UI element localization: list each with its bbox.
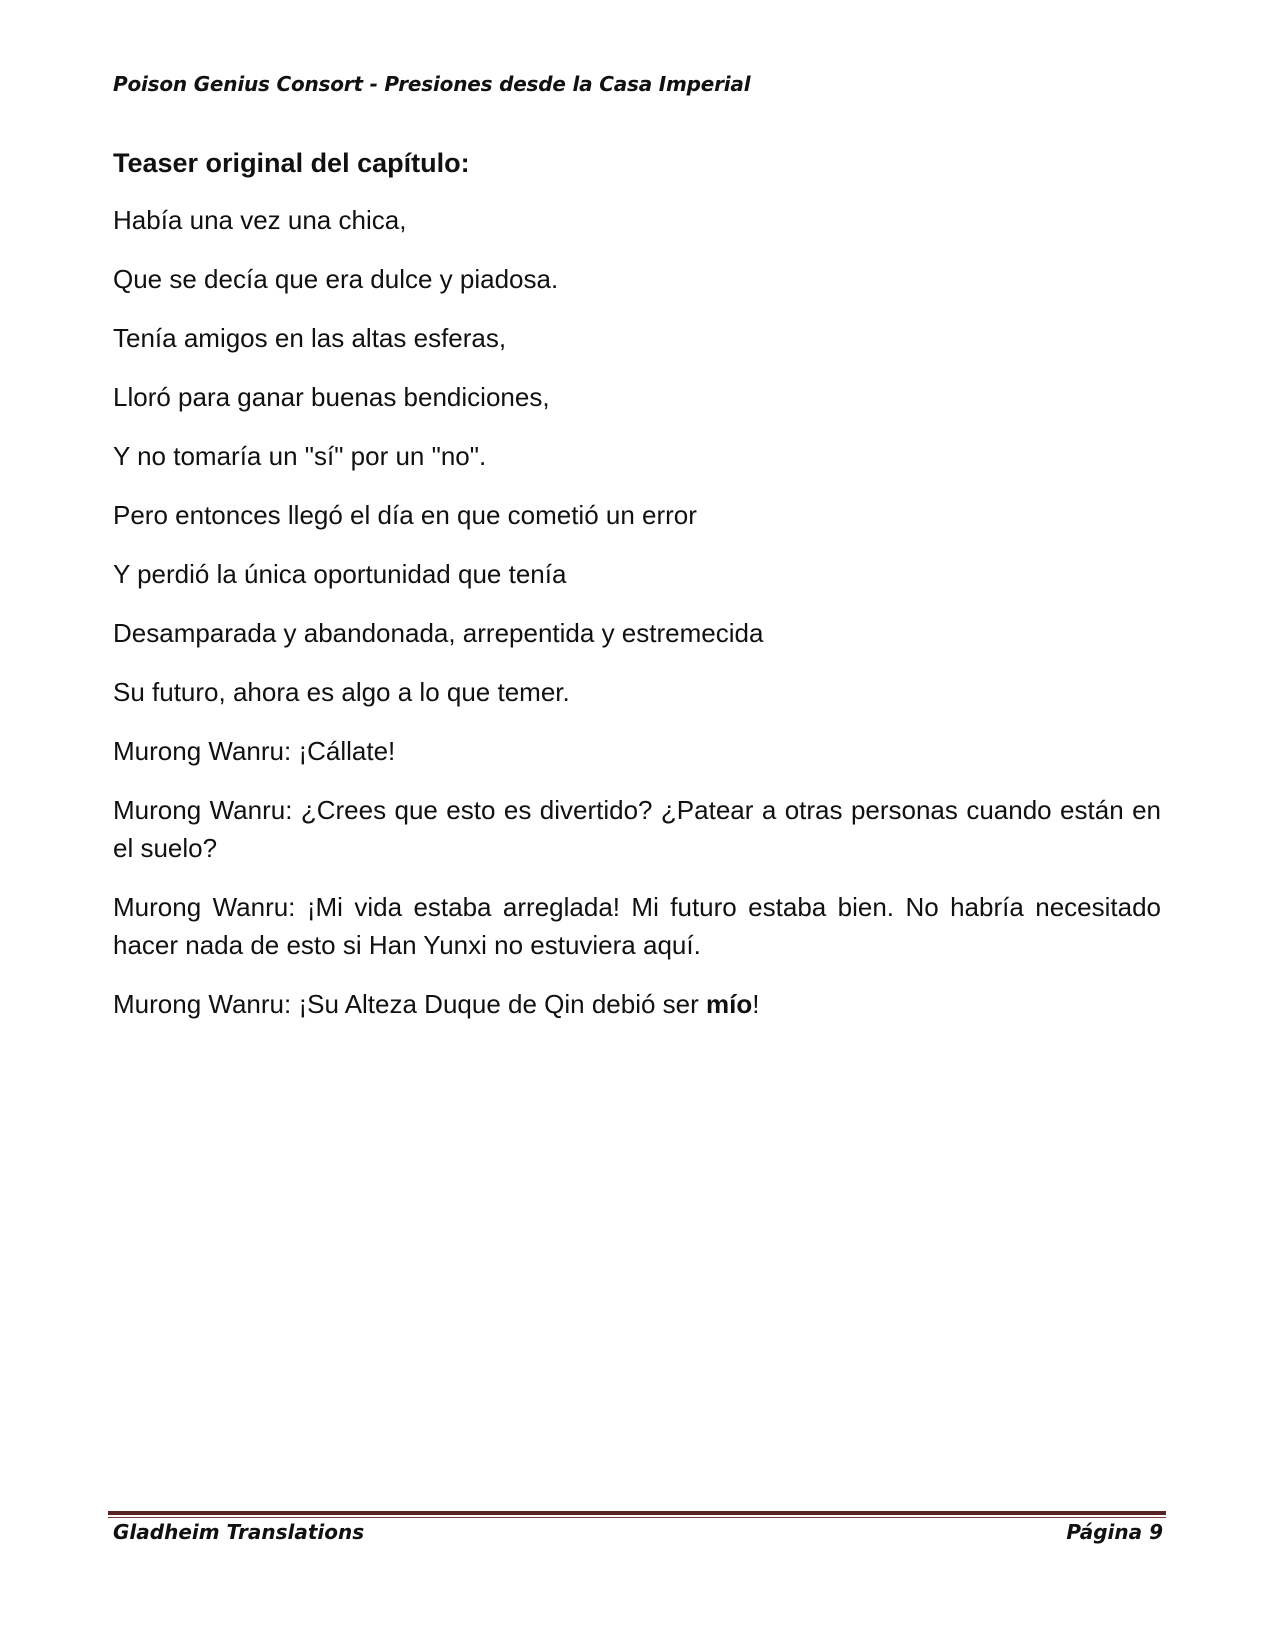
text-line-7: Y perdió la única oportunidad que tenía xyxy=(113,559,567,589)
dialogue-line-3: Murong Wanru: ¡Mi vida estaba arreglada! Mi futuro estaba bien. No habría necesitado hacer nada de esto si Han Yunxi no estuviera aquí. xyxy=(113,892,1161,960)
text-line-5: Y no tomaría un "sí" por un "no". xyxy=(113,441,487,471)
text-line-9: Su futuro, ahora es algo a lo que temer. xyxy=(113,677,570,707)
footer-publisher: Gladheim Translations xyxy=(113,1520,365,1544)
text-line-8: Desamparada y abandonada, arrepentida y estremecida xyxy=(113,618,764,648)
dialogue-line-4-prefix: Murong Wanru: ¡Su Alteza Duque de Qin debió ser xyxy=(113,989,707,1019)
footer-divider xyxy=(108,1511,1166,1518)
dialogue-line-1: Murong Wanru: ¡Cállate! xyxy=(113,736,396,766)
text-line-6: Pero entonces llegó el día en que cometió un error xyxy=(113,500,697,530)
dialogue-line-4 xyxy=(113,985,1161,1023)
dialogue-line-4-suffix: ! xyxy=(752,989,760,1019)
text-line-3: Tenía amigos en las altas esferas, xyxy=(113,323,507,353)
document-body xyxy=(113,146,1161,1044)
page-header-title: Poison Genius Consort - Presiones desde la Casa Imperial xyxy=(113,72,751,96)
footer-page-number: Página 9 xyxy=(1066,1520,1163,1544)
section-heading: Teaser original del capítulo: xyxy=(113,148,470,178)
text-line-1: Había una vez una chica, xyxy=(113,205,407,235)
text-line-2: Que se decía que era dulce y piadosa. xyxy=(113,264,559,294)
dialogue-line-4-bold: mío xyxy=(706,989,753,1019)
dialogue-line-2: Murong Wanru: ¿Crees que esto es divertido? ¿Patear a otras personas cuando están en el suelo? xyxy=(113,795,1161,863)
text-line-4: Lloró para ganar buenas bendiciones, xyxy=(113,382,550,412)
